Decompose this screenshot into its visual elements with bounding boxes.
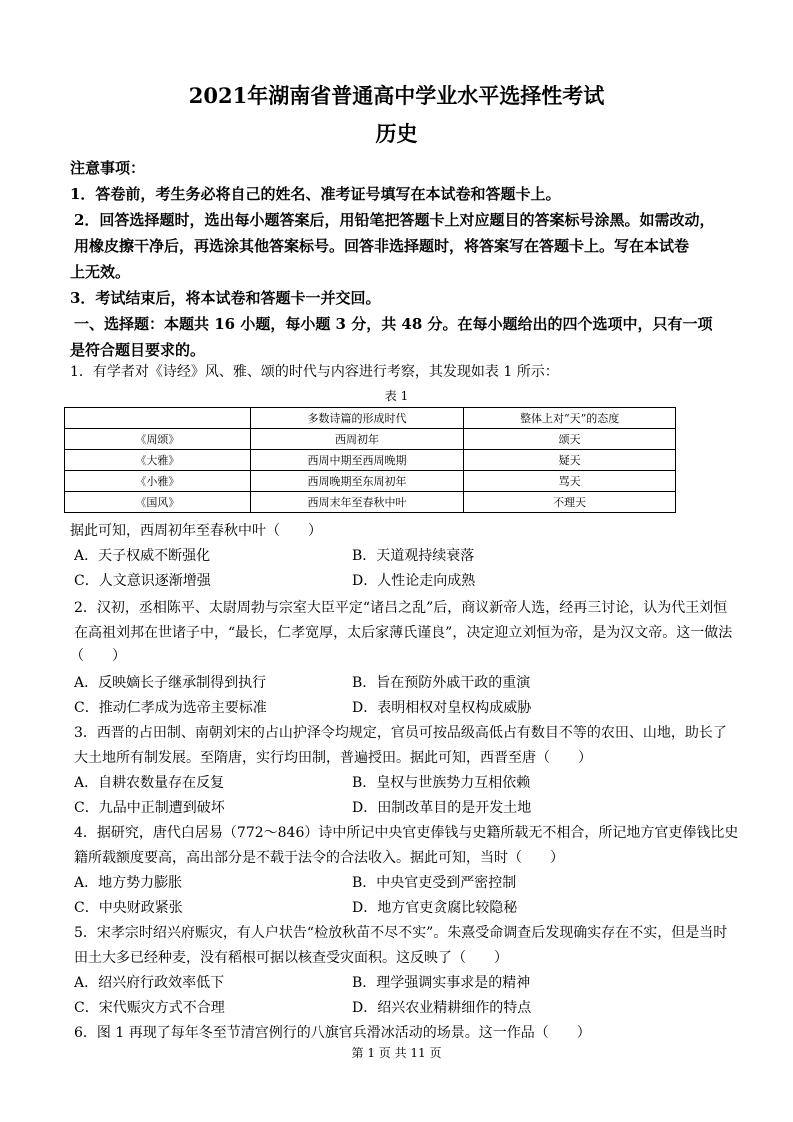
q1-option-d: D．人性论走向成熟: [352, 573, 476, 589]
table-header-row: [65, 408, 676, 429]
q4-option-b: B．中央官吏受到严密控制: [352, 875, 517, 891]
q4-line-1: 4．据研究，唐代白居易（772～846）诗中所记中央官吏俸钱与史籍所载无不相合，所记地方官吏俸钱比史: [74, 825, 739, 841]
table-cell: 西周中期至西周晚期: [250, 450, 464, 471]
table-row: [65, 450, 676, 471]
table-row: [65, 429, 676, 450]
q1-table: [64, 407, 676, 513]
table-cell: 西周末年至春秋中叶: [250, 492, 464, 513]
q4-option-c: C．中央财政紧张: [74, 900, 183, 916]
table-cell: 颂天: [464, 429, 676, 450]
q1-option-c: C．人文意识逐渐增强: [74, 573, 211, 589]
notice-item-2-line-3: 上无效。: [70, 263, 131, 281]
notice-item-2-line-2: 用橡皮擦干净后，再选涂其他答案标号。回答非选择题时，将答案写在答题卡上。写在本试卷: [74, 237, 690, 255]
table-row: [65, 492, 676, 513]
table-cell: 不理天: [464, 492, 676, 513]
q1-option-b: B．天道观持续衰落: [352, 548, 475, 564]
table-cell: 《小雅》: [65, 471, 251, 492]
table-cell: 《大雅》: [65, 450, 251, 471]
page-footer: 第 1 页 共 11 页: [351, 1046, 442, 1060]
table-cell: 骂天: [464, 471, 676, 492]
table-cell: 西周晚期至东周初年: [250, 471, 464, 492]
q3-option-d: D．田制改革目的是开发土地: [352, 800, 532, 816]
q3-option-b: B．皇权与世族势力互相依赖: [352, 775, 531, 791]
q4-option-a: A．地方势力膨胀: [74, 875, 183, 891]
q3-line-2: 大土地所有制发展。至隋唐，实行均田制，普遍授田。据此可知，西晋至唐（ ）: [74, 750, 592, 766]
q6-line-1: 6．图 1 再现了每年冬至节清宫例行的八旗官兵滑冰活动的场景。这一作品（ ）: [74, 1025, 591, 1041]
q4-option-d: D．地方官吏贪腐比较隐秘: [352, 900, 518, 916]
q4-line-2: 籍所载额度要高，高出部分是不载于法令的合法收入。据此可知，当时（ ）: [74, 850, 564, 866]
q1-stem: 1．有学者对《诗经》风、雅、颂的时代与内容进行考察，其发现如表 1 所示：: [70, 364, 559, 380]
q5-option-b: B．理学强调实事求是的精神: [352, 975, 531, 991]
notice-item-1: 1．答卷前，考生务必将自己的姓名、准考证号填写在本试卷和答题卡上。: [70, 185, 561, 203]
table-header-cell: 多数诗篇的形成时代: [250, 408, 464, 429]
table-header-cell: [65, 408, 251, 429]
q2-line-1: 2．汉初，丞相陈平、太尉周勃与宗室大臣平定“诸吕之乱”后，商议新帝人选，经再三讨论，认为代王刘恒: [74, 600, 728, 616]
q2-option-b: B．旨在预防外戚干政的重演: [352, 675, 531, 691]
q2-option-a: A．反映嫡长子继承制得到执行: [74, 675, 267, 691]
table-caption: 表 1: [384, 389, 409, 403]
q2-option-c: C．推动仁孝成为选帝主要标准: [74, 700, 267, 716]
notice-item-3: 3．考试结束后，将本试卷和答题卡一并交回。: [70, 289, 381, 307]
q3-option-c: C．九品中正制遭到破坏: [74, 800, 225, 816]
notice-heading: 注意事项：: [70, 159, 146, 177]
table-header-cell: 整体上对“天”的态度: [464, 408, 676, 429]
table-cell: 疑天: [464, 450, 676, 471]
section-heading-line-1: 一、选择题：本题共 16 小题，每小题 3 分，共 48 分。在每小题给出的四个选项中，只有一项: [74, 315, 713, 333]
q1-option-a: A．天子权威不断强化: [74, 548, 211, 564]
q1-after-table: 据此可知，西周初年至春秋中叶（ ）: [70, 523, 322, 539]
table-row: [65, 471, 676, 492]
notice-item-2-line-1: 2．回答选择题时，选出每小题答案后，用铅笔把答题卡上对应题目的答案标号涂黑。如需改动，: [74, 211, 715, 229]
section-heading-line-2: 是符合题目要求的。: [70, 341, 206, 359]
subject-title: 历史: [375, 121, 418, 146]
q2-line-3: （ ）: [70, 648, 126, 664]
table-cell: 《周颂》: [65, 429, 251, 450]
q5-line-1: 5．宋孝宗时绍兴府赈灾，有人户状告“检放秋苗不尽不实”。朱熹受命调查后发现确实存在不实，但是当时: [74, 925, 728, 941]
exam-title: 2021年湖南省普通高中学业水平选择性考试: [188, 83, 605, 108]
q5-option-a: A．绍兴府行政效率低下: [74, 975, 225, 991]
q5-option-c: C．宋代赈灾方式不合理: [74, 1000, 225, 1016]
q2-option-d: D．表明相权对皇权构成威胁: [352, 700, 532, 716]
q3-line-1: 3．西晋的占田制、南朝刘宋的占山护泽令均规定，官员可按品级高低占有数目不等的农田、山地，助长了: [74, 725, 727, 741]
table-cell: 《国风》: [65, 492, 251, 513]
q2-line-2: 在高祖刘邦在世诸子中，“最长，仁孝宽厚，太后家薄氏谨良”，决定迎立刘恒为帝，是为汉文帝。这一做法: [74, 625, 733, 641]
q3-option-a: A．自耕农数量存在反复: [74, 775, 225, 791]
q5-option-d: D．绍兴农业精耕细作的特点: [352, 1000, 532, 1016]
table-cell: 西周初年: [250, 429, 464, 450]
q5-line-2: 田土大多已经种麦，没有稻根可据以核查受灾面积。这反映了（ ）: [74, 950, 508, 966]
